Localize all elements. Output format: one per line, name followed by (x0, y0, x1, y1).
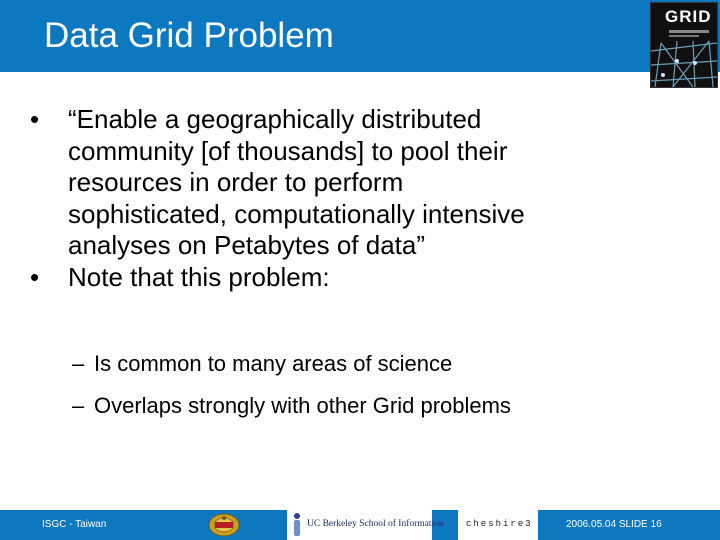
sub-bullet-text: Overlaps strongly with other Grid problems (94, 393, 511, 418)
footer-event-label: ISGC - Taiwan (42, 519, 107, 530)
cheshire3-logo-text: cheshire3 (466, 519, 533, 529)
berkeley-logo-text: UC Berkeley School of Information (307, 519, 444, 529)
sub-bullet-marker: – (72, 351, 85, 376)
bullet-line: sophisticated, computationally intensive (68, 198, 525, 229)
sub-bullet-item (30, 392, 690, 419)
footer-date-slide: 2006.05.04 SLIDE 16 (566, 519, 662, 530)
cheshire3-logo (458, 510, 538, 540)
sub-bullet-list (30, 350, 690, 434)
berkeley-ischool-logo (287, 510, 444, 540)
bullet-item (30, 104, 690, 262)
sub-bullet-marker: – (72, 393, 85, 418)
sub-bullet-item (30, 350, 690, 377)
grid-logo-word: GRID (665, 7, 712, 26)
bullet-line: Note that this problem: (68, 261, 330, 292)
bullet-marker: • (30, 104, 40, 134)
bullet-line: resources in order to perform (68, 167, 404, 197)
slide-title: Data Grid Problem (44, 16, 334, 55)
conference-emblem-icon (205, 512, 243, 538)
person-figure-icon (290, 512, 304, 538)
bullet-item (30, 262, 690, 294)
bullet-marker: • (30, 261, 40, 292)
grid-book-logo (650, 2, 718, 88)
sub-bullet-text: Is common to many areas of science (94, 351, 453, 376)
bullet-list (30, 104, 690, 293)
bullet-line: “Enable a geographically distributed (68, 104, 482, 134)
bullet-line: analyses on Petabytes of data” (68, 230, 426, 260)
bullet-line: community [of thousands] to pool their (68, 135, 508, 166)
